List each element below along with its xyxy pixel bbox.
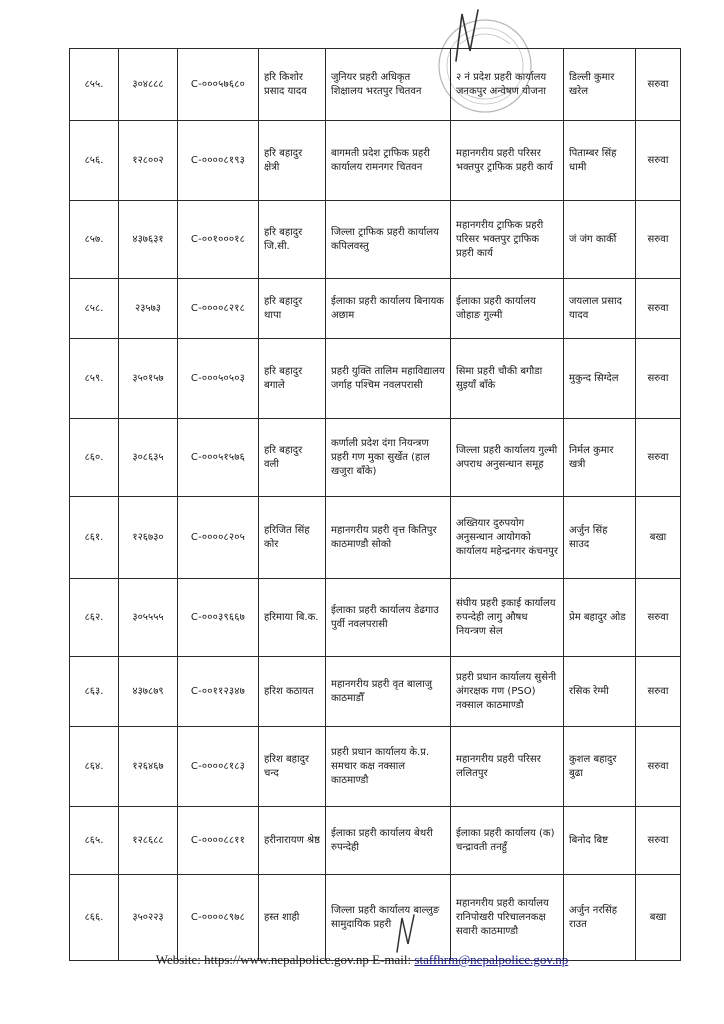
current-office-cell: ईलाका प्रहरी कार्यालय बिनायक अछाम	[326, 279, 451, 339]
code-number-cell: C-००००८१९३	[178, 121, 259, 201]
new-office-cell: संघीय प्रहरी इकाई कार्यालय रुपन्देही लागु औषध नियन्त्रण सेल	[451, 579, 564, 657]
transfer-type-cell: बखा	[636, 497, 681, 579]
current-office-cell: ईलाका प्रहरी कार्यालय डेढगाउ पुर्वी नवलपरासी	[326, 579, 451, 657]
serial-number-cell: ८५५.	[70, 49, 119, 121]
employee-name-cell: हरि बहादुर बगाले	[259, 339, 326, 419]
employee-name-cell: हरि किशोर प्रसाद यादव	[259, 49, 326, 121]
transfer-type-cell: सरुवा	[636, 807, 681, 875]
current-office-cell: जिल्ला प्रहरी कार्यालय बाल्लुङ सामुदायिक प्रहरी	[326, 875, 451, 961]
code-number-cell: C-००००८१८३	[178, 727, 259, 807]
new-office-cell: प्रहरी प्रधान कार्यालय सुसेनी अंगरक्षक गण (PSO) नक्साल काठमाण्डौ	[451, 657, 564, 727]
new-office-cell: महानगरीय प्रहरी परिसर ललितपुर	[451, 727, 564, 807]
new-office-cell: महानगरीय प्रहरी कार्यालय रानिपोखरी परिचालनकक्ष सवारी काठमाण्डौ	[451, 875, 564, 961]
employee-name-cell: हरिमाया बि.क.	[259, 579, 326, 657]
current-office-cell: प्रहरी युक्ति तालिम महाविद्यालय जर्गाह पश्चिम नवलपरासी	[326, 339, 451, 419]
current-office-cell: महानगरीय प्रहरी वृत्त कितिपुर काठमाण्डौ सोको	[326, 497, 451, 579]
serial-number-cell: ८६३.	[70, 657, 119, 727]
current-office-cell: बागमती प्रदेश ट्राफिक प्रहरी कार्यालय रामनगर चितवन	[326, 121, 451, 201]
code-number-cell: C-०००५०५०३	[178, 339, 259, 419]
replacement-name-cell: पिताम्बर सिंह धामी	[564, 121, 636, 201]
transfer-type-cell: सरुवा	[636, 657, 681, 727]
new-office-cell: महानगरीय प्रहरी परिसर भक्तपुर ट्राफिक प्रहरी कार्य	[451, 121, 564, 201]
transfer-type-cell: सरुवा	[636, 419, 681, 497]
current-office-cell: ईलाका प्रहरी कार्यालय बेथरी रुपन्देही	[326, 807, 451, 875]
police-id-cell: ३०५५५५	[119, 579, 178, 657]
police-id-cell: ३०४८८८	[119, 49, 178, 121]
replacement-name-cell: मुकुन्द सिग्देल	[564, 339, 636, 419]
code-number-cell: C-०००५७६८०	[178, 49, 259, 121]
serial-number-cell: ८६५.	[70, 807, 119, 875]
police-id-cell: १२८६८८	[119, 807, 178, 875]
serial-number-cell: ८५७.	[70, 201, 119, 279]
footer-website: Website: https://www.nepalpolice.gov.np	[155, 952, 369, 967]
table-row	[70, 657, 681, 727]
replacement-name-cell: बिनोद बिष्ट	[564, 807, 636, 875]
transfer-type-cell: सरुवा	[636, 727, 681, 807]
new-office-cell: जिल्ला प्रहरी कार्यालय गुल्मी अपराध अनुसन्धान समूह	[451, 419, 564, 497]
serial-number-cell: ८६२.	[70, 579, 119, 657]
code-number-cell: C-००१०००१८	[178, 201, 259, 279]
replacement-name-cell: कुशल बहादुर बुढा	[564, 727, 636, 807]
page-footer	[0, 952, 724, 968]
police-id-cell: १२६७३०	[119, 497, 178, 579]
roster-body	[70, 49, 681, 961]
table-row	[70, 497, 681, 579]
code-number-cell: C-०००३९६६७	[178, 579, 259, 657]
current-office-cell: कर्णाली प्रदेश दंगा नियन्त्रण प्रहरी गण मुका सुर्खेत (हाल खजुरा बाँके)	[326, 419, 451, 497]
code-number-cell: C-००००८८११	[178, 807, 259, 875]
employee-name-cell: हरिश कठायत	[259, 657, 326, 727]
current-office-cell: महानगरीय प्रहरी वृत बालाजु काठमाडौँ	[326, 657, 451, 727]
current-office-cell: जिल्ला ट्राफिक प्रहरी कार्यालय कपिलवस्तु	[326, 201, 451, 279]
code-number-cell: C-००००८९७८	[178, 875, 259, 961]
employee-name-cell: हरि बहादुर वली	[259, 419, 326, 497]
replacement-name-cell: प्रेम बहादुर ओड	[564, 579, 636, 657]
employee-name-cell: हरिश बहादुर चन्द	[259, 727, 326, 807]
new-office-cell: २ नं प्रदेश प्रहरी कार्यालय जनकपुर अन्वेषण योजना	[451, 49, 564, 121]
replacement-name-cell: निर्मल कुमार खत्री	[564, 419, 636, 497]
serial-number-cell: ८५९.	[70, 339, 119, 419]
serial-number-cell: ८५८.	[70, 279, 119, 339]
employee-name-cell: हरि बहादुर क्षेत्री	[259, 121, 326, 201]
employee-name-cell: हरि बहादुर जि.सी.	[259, 201, 326, 279]
employee-name-cell: हस्त शाही	[259, 875, 326, 961]
code-number-cell: C-००००८२०५	[178, 497, 259, 579]
transfer-type-cell: सरुवा	[636, 279, 681, 339]
transfer-type-cell: सरुवा	[636, 121, 681, 201]
code-number-cell: C-००११२३४७	[178, 657, 259, 727]
serial-number-cell: ८६४.	[70, 727, 119, 807]
table-row	[70, 279, 681, 339]
employee-name-cell: हरिजित सिंह कोर	[259, 497, 326, 579]
replacement-name-cell: जं जंग कार्की	[564, 201, 636, 279]
employee-name-cell: हरीनारायण श्रेष्ठ	[259, 807, 326, 875]
police-id-cell: ४३७६३१	[119, 201, 178, 279]
replacement-name-cell: अर्जुन नरसिंह राउत	[564, 875, 636, 961]
employee-name-cell: हरि बहादुर थापा	[259, 279, 326, 339]
table-row	[70, 579, 681, 657]
transfer-type-cell: बखा	[636, 875, 681, 961]
transfer-type-cell: सरुवा	[636, 579, 681, 657]
table-row	[70, 121, 681, 201]
police-id-cell: ३५०१५७	[119, 339, 178, 419]
new-office-cell: सिमा प्रहरी चौकी बगौडा सुइयाँ बाँके	[451, 339, 564, 419]
new-office-cell: ईलाका प्रहरी कार्यालय (क) चन्द्रावती तनहुँ	[451, 807, 564, 875]
transfer-type-cell: सरुवा	[636, 201, 681, 279]
footer-email-link[interactable]: staffhrm@nepalpolice.gov.np	[414, 952, 569, 967]
table-row	[70, 807, 681, 875]
code-number-cell: C-०००५१५७६	[178, 419, 259, 497]
serial-number-cell: ८६१.	[70, 497, 119, 579]
serial-number-cell: ८५६.	[70, 121, 119, 201]
police-id-cell: १२६४६७	[119, 727, 178, 807]
table-row	[70, 419, 681, 497]
table-row	[70, 727, 681, 807]
current-office-cell: जुनियर प्रहरी अधिकृत शिक्षालय भरतपुर चितवन	[326, 49, 451, 121]
table-row	[70, 875, 681, 961]
replacement-name-cell: जयलाल प्रसाद यादव	[564, 279, 636, 339]
new-office-cell: अख्तियार दुरुपयोग अनुसन्धान आयोगको कार्यालय महेन्द्रनगर कंचनपुर	[451, 497, 564, 579]
code-number-cell: C-००००८२१८	[178, 279, 259, 339]
footer-email-label: E-mail:	[372, 952, 412, 967]
new-office-cell: ईलाका प्रहरी कार्यालय जोहाङ गुल्मी	[451, 279, 564, 339]
table-row	[70, 339, 681, 419]
transfer-roster-table	[69, 48, 681, 961]
police-id-cell: ३५०२२३	[119, 875, 178, 961]
transfer-type-cell: सरुवा	[636, 49, 681, 121]
serial-number-cell: ८६०.	[70, 419, 119, 497]
signature-bottom	[392, 912, 422, 956]
table-row	[70, 49, 681, 121]
police-id-cell: ४३७८७९	[119, 657, 178, 727]
police-id-cell: ३०८६३५	[119, 419, 178, 497]
replacement-name-cell: रसिक रेग्मी	[564, 657, 636, 727]
serial-number-cell: ८६६.	[70, 875, 119, 961]
new-office-cell: महानगरीय ट्राफिक प्रहरी परिसर भक्तपुर ट्राफिक प्रहरी कार्य	[451, 201, 564, 279]
transfer-type-cell: सरुवा	[636, 339, 681, 419]
table-row	[70, 201, 681, 279]
police-id-cell: २३५७३	[119, 279, 178, 339]
replacement-name-cell: डिल्ली कुमार खरेल	[564, 49, 636, 121]
current-office-cell: प्रहरी प्रधान कार्यालय के.प्र. समचार कक्ष नक्साल काठमाण्डौ	[326, 727, 451, 807]
replacement-name-cell: अर्जुन सिंह साउद	[564, 497, 636, 579]
police-id-cell: १२८००२	[119, 121, 178, 201]
